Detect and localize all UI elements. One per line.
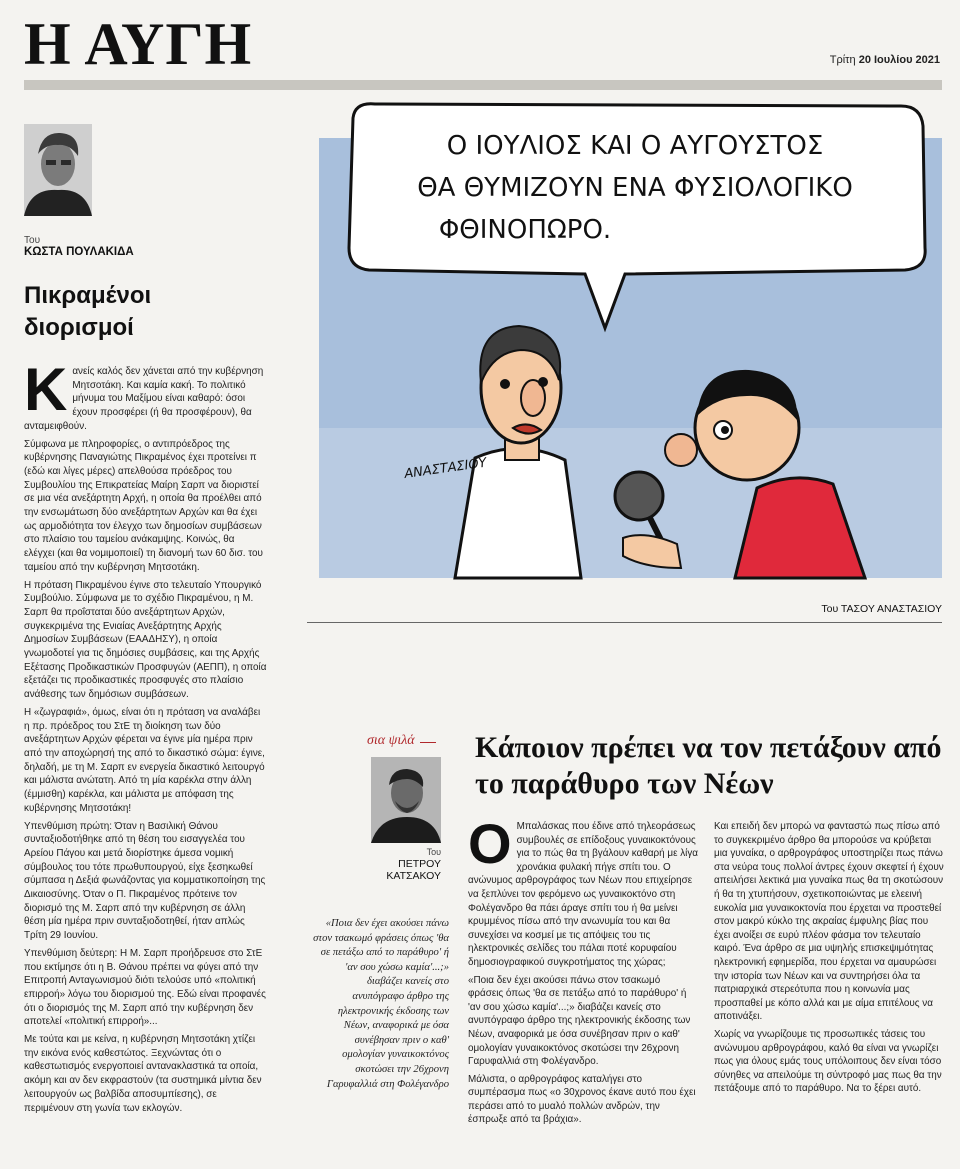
article-headline: Πικραμένοι διορισμοί bbox=[24, 282, 152, 342]
speech-line-2: ΘΑ ΘΥΜΙΖΟΥΝ ΕΝΑ ΦΥΣΙΟΛΟΓΙΚΟ bbox=[417, 173, 853, 203]
speech-line-1: Ο ΙΟΥΛΙΟΣ ΚΑΙ Ο ΑΥΓΟΥΣΤΟΣ bbox=[446, 131, 824, 161]
column-headline: Κάποιον πρέπει να τον πετάξουν από το παράθυρο των Νέων bbox=[475, 731, 942, 800]
pull-quote: «Ποια δεν έχει ακούσει πάνω στον τσακωμό φράσεις όπως 'θα σε πετάξω από το παράθυρο' ή 'αν σου χώσω καμία'...;» διαβάζει κανείς στο ανυπόγραφο άρθρο της ηλεκτρονικής έκδοσης των Νέων, αναφορικά με όσα συνέβησαν πριν ο καθ' ομολογίαν γυναικοκτόνος σκοτώσει την 26χρονη Γαρυφαλλιά στη Φολέγανδρο bbox=[313, 918, 449, 1090]
columnist-name-line-2: ΚΑΤΣΑΚΟΥ bbox=[386, 870, 441, 882]
article-lead-text: ανείς καλός δεν χάνεται από την κυβέρνηση Μητσοτάκη. Και καμία κακή. Το πολιτικό μήνυμα του Μαξίμου είναι καθαρό: όσοι έχουν προσφέρει (ή θα προσφέρουν), θα ανταμειφθούν. bbox=[24, 366, 264, 432]
article-paragraph: Η «ζωγραφιά», όμως, είναι ότι η πρόταση να αναλάβει η πρ. πρόεδρος του ΣτΕ τη διοίκηση των δύο ανεξάρτητων Αρχών φέρεται να έγινε μία ημέρα πριν από την αποχώρησή της από το δικαστικό σώμα: έγινε, δηλαδή, με τη Μ. Σαρπ εν ενεργεία δικαστικό λειτουργό και μάλιστα ανώτατη. Από τη μία καρέκλα στην άλλη (έμμισθη) καρέκλα, και μάλιστα με απόφαση της κυβέρνησης Μητσοτάκη! bbox=[24, 706, 265, 814]
credit-prefix: Του bbox=[821, 603, 839, 615]
author-photo bbox=[24, 124, 92, 216]
article-paragraph: Η πρόταση Πικραμένου έγινε στο τελευταίο Υπουργικό Συμβούλιο. Σύμφωνα με το σχέδιο Πικραμένου, η Μ. Σαρπ θα προΐσταται δύο ανεξάρτητων Αρχών, συγκεκριμένα της Ενιαίας Ανεξάρτητης Αρχής Δημοσίων Συμβάσεων (ΕΑΑΔΗΣΥ), η οποία γνωμοδοτεί για τις δημόσιες συμβάσεις, και της Αρχής Εξέτασης Προδικαστικών Προσφυγών (ΑΕΠΠ), η οποία εξετάζει τις προδικαστικές προσφυγές στο πλαίσιο ανάθεσης των δημόσιων συμβάσεων. bbox=[24, 579, 267, 701]
columnist-name-line-1: ΠΕΤΡΟΥ bbox=[398, 858, 441, 870]
article-paragraph: Και επειδή δεν μπορώ να φανταστώ πως πίσω από το συγκεκριμένο άρθρο θα μπορούσε να κρύβεται μια γυναίκα, ο αρθρογράφος υποστηρίζει πως πάνω στα νεύρα τους πολλοί άντρες έχουν σκεφτεί ή έχουν απειλήσει λεκτικά μια γυναίκα πως θα τη σκοτώσουν ή θα τη χτυπήσουν, σχετικοποιώντας με ελεεινή ευκολία μια γυναικοκτονία που έρχεται να προστεθεί στον μακρύ κύκλο της ακραίας έμφυλης βίας που έχει ανοίξει σε ευρύ πλέον φάσμα τον τελευταίο καιρό. Ένα άρθρο σε μια υψηλής επισκεψιμότητας ηλεκτρονική εφημερίδα, που έρχεται να αμαυρώσει την ιστορία των Νέων και να συντηρήσει όλα τα πατριαρχικά στερεότυπα που η κοινωνία μας προσπαθεί με κόπο αλλά και με αίμα επιτέλους να αποτινάξει. bbox=[714, 821, 944, 1023]
author-name: ΚΩΣΤΑ ΠΟΥΛΑΚΙΔΑ bbox=[24, 246, 134, 258]
masthead-logo[interactable]: Η ΑΥΓΗ bbox=[24, 11, 253, 77]
drop-cap: Κ bbox=[24, 356, 68, 423]
cartoonist-signature: ΑΝΑΣΤΑΣΙΟΥ bbox=[403, 455, 488, 482]
section-divider bbox=[307, 622, 942, 623]
column-body-left bbox=[468, 812, 698, 1131]
columnist-byline-prefix: Του bbox=[426, 847, 441, 857]
author-byline-prefix: Του bbox=[24, 235, 41, 246]
article-paragraph bbox=[24, 356, 267, 434]
article-paragraph: Υπενθύμιση πρώτη: Όταν η Βασιλική Θάνου συνταξιοδοτήθηκε από τη θέση του εισαγγελέα του Αρείου Πάγου και μετά διορίστηκε άμεσα νομική σύμβουλος του τότε πρωθυπουργού, είχε ξεσηκωθεί σύμπασα η Δεξιά φωνάζοντας για κομματικοποίηση της Δικαιοσύνης. Όταν ο Π. Πικραμένος πρότεινε τον διορισμό της Μ. Σαρπ από την κυβέρνηση σε άλλη θέση μία ημέρα πριν συνταξιοδοτηθεί, ήταν απλώς Τρίτη 29 Ιουνίου. bbox=[24, 820, 266, 942]
article-paragraph: Μάλιστα, ο αρθρογράφος καταλήγει στο συμπέρασμα πως «ο 30χρονος έκανε αυτό που έχει περάσει από το μυαλό πολλών ανδρών, την έσπρωξε από τα βράχια». bbox=[468, 1073, 696, 1126]
credit-name: ΤΑΣΟΥ ΑΝΑΣΤΑΣΙΟΥ bbox=[840, 603, 942, 615]
column-body-right bbox=[714, 820, 944, 1100]
issue-full-date: 20 Ιουλίου 2021 bbox=[858, 54, 940, 66]
drop-cap: Ο bbox=[468, 812, 512, 875]
speech-line-3: ΦΘΙΝΟΠΩΡΟ. bbox=[438, 215, 612, 245]
political-cartoon bbox=[305, 98, 942, 598]
issue-day: Τρίτη bbox=[829, 54, 856, 66]
article-paragraph bbox=[468, 812, 698, 970]
columnist-name bbox=[366, 858, 441, 882]
column-lead-text: Μπαλάσκας που έδινε από τηλεοράσεως συμβουλές σε επίδοξους γυναικοκτόνους για το πώς θα τη βγάλουν καθαρή με λίγα χρονάκια φυλακή πήγε σπίτι του. Ο ανώνυμος αρθρογράφος των Νέων που επιχείρησε να ξεπλύνει τον φερόμενο ως γυναικοκτόνο στη Φολέγανδρο θα πάει άραγε σπίτι του ή θα μείνει κρυμμένος πίσω από την ανωνυμία του και θα συνεχίσει να κοσμεί με τις απόψεις του τις ηλεκτρονικές σελίδες του πάλαι ποτέ κορυφαίου δημοσιογραφικού συγκροτήματος της χώρας; bbox=[468, 821, 698, 968]
article-body bbox=[24, 356, 267, 1119]
article-paragraph: Με τούτα και με κείνα, η κυβέρνηση Μητσοτάκη χτίζει την εικόνα ενός καθεστώτος. Ξεχνώντας ότι ο καθεστωτισμός ενεργοποιεί αντανακλαστικά τα οποία, ακόμη και αν δεν εκφραστούν (τα συστημικά μίντια δεν λειτουργούν ως βαλβίδα αποσυμπίεσης), σε περιμένουν στη γωνία των εκλογών. bbox=[24, 1034, 262, 1114]
article-paragraph: Υπενθύμιση δεύτερη: Η Μ. Σαρπ προήδρευσε στο ΣτΕ που εκτίμησε ότι η Β. Θάνου πρέπει να φύγει από την Επιτροπή Ανταγωνισμού διότι τελούσε υπό «πολιτική επιρροή» λόγω του διορισμού της. Εδώ είναι προφανές ότι ο διορισμός της Μ. Σαρπ από την κυβέρνηση δεν αποτελεί «πολιτική επιρροή»... bbox=[24, 947, 266, 1028]
columnist-photo bbox=[371, 757, 441, 843]
article-paragraph: Χωρίς να γνωρίζουμε τις προσωπικές τάσεις του ανώνυμου αρθρογράφου, καλό θα είναι να γνωρίζει πως για όλους εμάς τους υπόλοιπους δεν είναι τόσο σύνηθες να απειλούμε τη σύντροφό μας πως θα την πετάξουμε από το παράθυρο. Να το ξέρει αυτό. bbox=[714, 1028, 942, 1095]
column-kicker: σια ψιλά bbox=[367, 733, 415, 748]
article-paragraph: Σύμφωνα με πληροφορίες, ο αντιπρόεδρος της κυβέρνησης Παναγιώτης Πικραμένος έχει προτείνει π (εδώ και λίγες μέρες) απελθούσα πρόεδρος του Συμβουλίου της Επικρατείας Μαίρη Σαρπ να διοριστεί σε μια νέα ανεξάρτητη Αρχή, η οποία θα προέλθει από την ενσωμάτωση δύο ανεξάρτητων Αρχών και θα έχει ως αρμοδιότητα τον έλεγχο των δημοσίων συμβάσεων στο πλαίσιο του ταμείου ανάκαμψης. Κοινώς, θα ελέγχει (και θα νομιμοποιεί) τη διανομή των 60 δισ. του ταμείου από την κυβέρνηση Μητσοτάκη. bbox=[24, 438, 263, 573]
header-divider-bar bbox=[24, 80, 942, 90]
issue-date bbox=[830, 54, 940, 66]
kicker-rule bbox=[420, 742, 436, 743]
cartoon-credit bbox=[821, 603, 942, 615]
article-paragraph: «Ποια δεν έχει ακούσει πάνω στον τσακωμό φράσεις όπως 'θα σε πετάξω από το παράθυρο' ή 'αν σου χώσω καμία'...;» διαβάζει κανείς στο ανυπόγραφο άρθρο της ηλεκτρονικής έκδοσης των Νέων, αναφορικά με όσα συνέβησαν πριν ο καθ' ομολογίαν γυναικοκτόνος σκοτώσει την 26χρονη Γαρυφαλλιά στη Φολέγανδρο. bbox=[468, 974, 691, 1068]
